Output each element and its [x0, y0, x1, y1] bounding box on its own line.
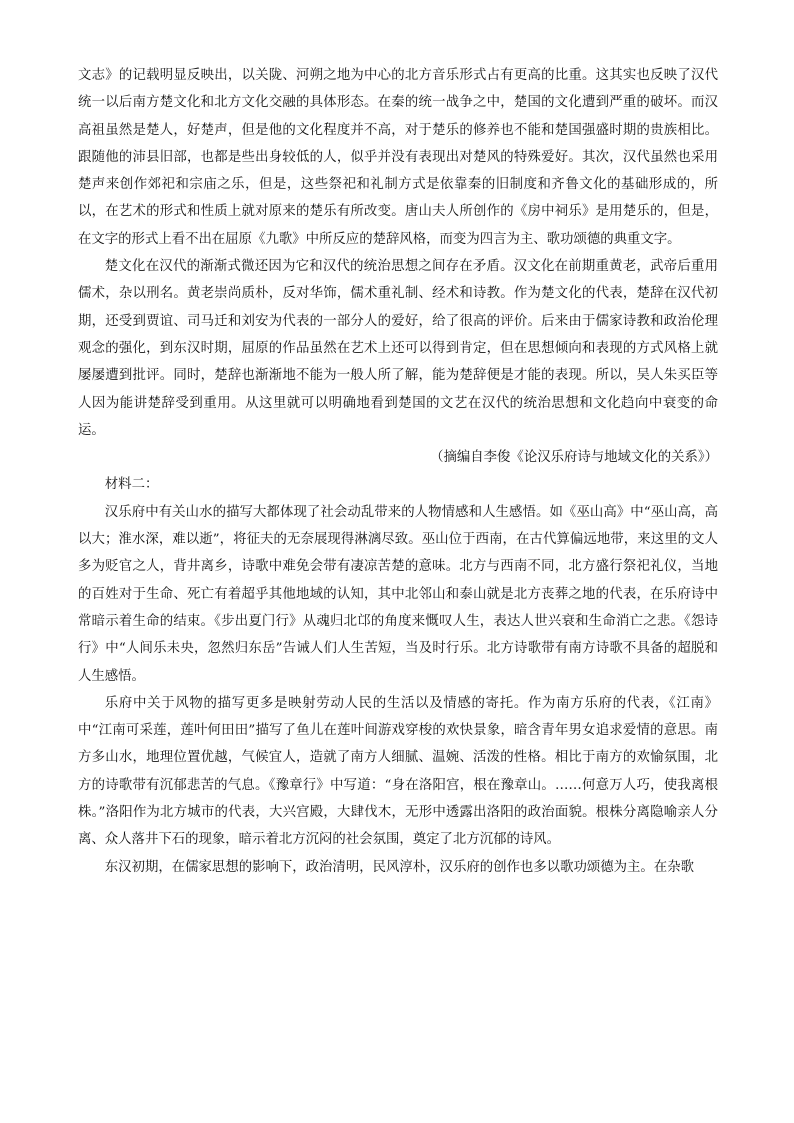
paragraph-eastern-han: 东汉初期，在儒家思想的影响下，政治清明，民风淳朴，汉乐府的创作也多以歌功颂德为主。在杂歌	[104, 859, 694, 875]
paragraph-chu-culture-decline: 楚文化在汉代的渐渐式微还因为它和汉代的统治思想之间存在矛盾。汉文化在前期重黄老，武帝后重用儒术，杂以刑名。黄老崇尚质朴，反对华饰，儒术重礼制、经术和诗教。作为楚文化的代表，楚辞在汉代初期，还受到贾谊、司马迁和刘安为代表的一部分人的爱好，给了很高的评价。后来由于儒家诗教和政治伦理观念的强化，到东汉时期，屈原的作品虽然在艺术上还可以得到肯定，但在思想倾向和表现的方式风格上就屡屡遭到批评。同时，楚辞也渐渐地不能为一般人所了解，能为楚辞便是才能的表现。所以，吴人朱买臣等人因为能讲楚辞受到重用。从这里就可以明确地看到楚国的文艺在汉代的统治思想和文化趋向中衰变的命运。	[78, 259, 718, 438]
material-two-label: 材料二：	[104, 477, 159, 493]
paragraph-landscape: 汉乐府中有关山水的描写大都体现了社会动乱带来的人物情感和人生感悟。如《巫山高》中“巫山高，高以大；淮水深，难以逝”，将征夫的无奈展现得淋漓尽致。巫山位于西南，在古代算偏远地带，来这里的文人多为贬官之人，背井离乡，诗歌中难免会带有凄凉苦楚的意味。北方与西南不同，北方盛行祭祀礼仪，当地的百姓对于生命、死亡有着超乎其他地域的认知，其中北邻山和泰山就是北方丧葬之地的代表，在乐府诗中常暗示着生命的结束。《步出夏门行》从魂归北邙的角度来慨叹人生，表达人世兴衰和生命消亡之悲。《怨诗行》中“人间乐未央，忽然归东岳”告诫人们人生苦短，当及时行乐。北方诗歌带有南方诗歌不具备的超脱和人生感悟。	[78, 504, 718, 684]
paragraph-material-one-continued: 文志》的记载明显反映出，以关陇、河朔之地为中心的北方音乐形式占有更高的比重。这其实也反映了汉代统一以后南方楚文化和北方文化交融的具体形态。在秦的统一战争之中，楚国的文化遭到严重的破坏。而汉高祖虽然是楚人，好楚声，但是他的文化程度并不高，对于楚乐的修养也不能和楚国强盛时期的贵族相比。跟随他的沛县旧部，也都是些出身较低的人，似乎并没有表现出对楚风的特殊爱好。其次，汉代虽然也采用楚声来创作郊祀和宗庙之乐，但是，这些祭祀和礼制方式是依靠秦的旧制度和齐鲁文化的基础形成的，所以，在艺术的形式和性质上就对原来的楚乐有所改变。唐山夫人所创作的《房中祠乐》是用楚乐的，但是，在文字的形式上看不出在屈原《九歌》中所反应的楚辞风格，而变为四言为主、歌功颂德的典重文字。	[78, 68, 718, 247]
paragraph-customs: 乐府中关于风物的描写更多是映射劳动人民的生活以及情感的寄托。作为南方乐府的代表，《江南》中“江南可采莲，莲叶何田田”描写了鱼儿在莲叶间游戏穿梭的欢快景象，暗含青年男女追求爱情的意思。南方多山水，地理位置优越，气候宜人，造就了南方人细腻、温婉、活泼的性格。相比于南方的欢愉氛围，北方的诗歌带有沉郁悲苦的气息。《豫章行》中写道：“身在洛阳宫，根在豫章山。……何意万人巧，使我离根株。”洛阳作为北方城市的代表，大兴宫殿，大肆伐木，无形中透露出洛阳的政治面貌。根株分离隐喻亲人分离、众人落井下石的现象，暗示着北方沉闷的社会氛围，奠定了北方沉郁的诗风。	[78, 695, 718, 848]
source-citation: （摘编自李俊《论汉乐府诗与地域文化的关系》）	[430, 450, 718, 466]
document-page	[78, 62, 718, 881]
